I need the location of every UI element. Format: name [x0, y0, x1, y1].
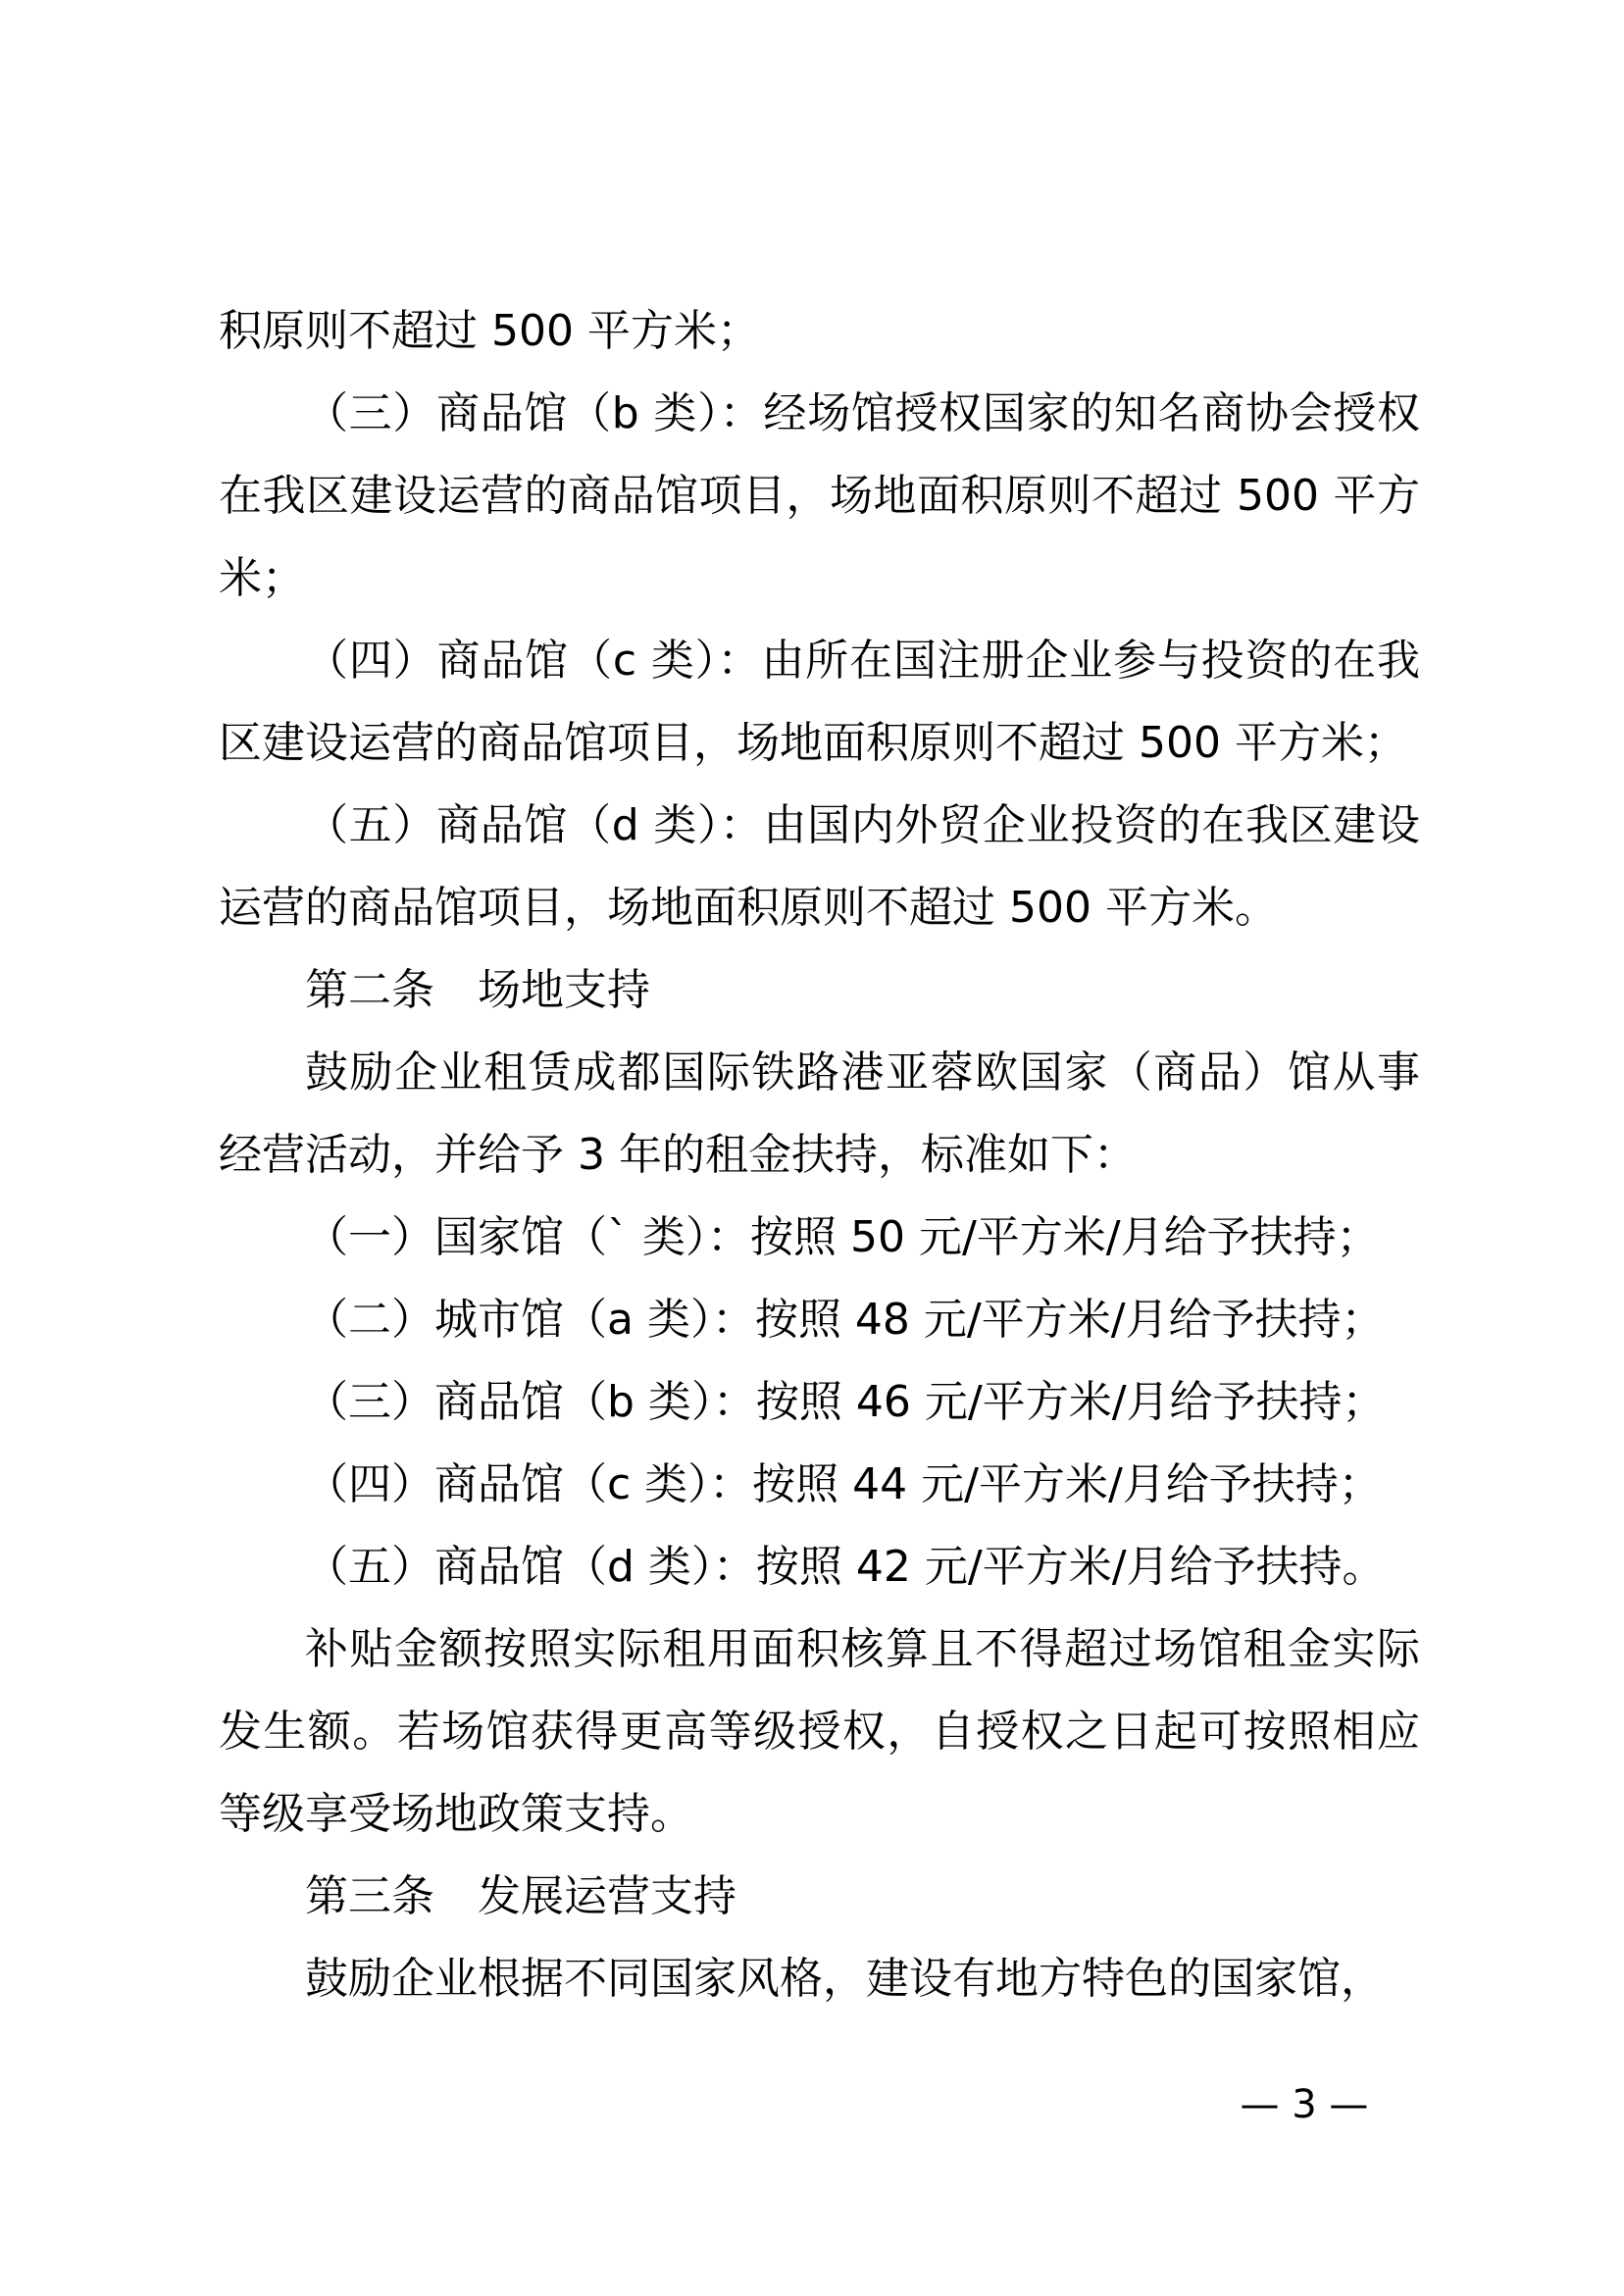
paragraph-item-commodity-hall-b: （三）商品馆（b 类）：经场馆授权国家的知名商协会授权在我区建设运营的商品馆项目，场地面积原则不超过 500 平方米；: [219, 388, 1420, 603]
paragraph-rate-national-hall: （一）国家馆（` 类）：按照 50 元/平方米/月给予扶持；: [305, 1212, 1380, 1262]
paragraph-item-commodity-hall-c: （四）商品馆（c 类）：由所在国注册企业参与投资的在我区建设运营的商品馆项目，场地面积原则不超过 500 平方米；: [219, 636, 1420, 768]
paragraph-rate-commodity-hall-c: （四）商品馆（c 类）：按照 44 元/平方米/月给予扶持；: [305, 1459, 1382, 1509]
document-body: [219, 290, 1420, 2020]
paragraph-rate-city-hall: （二）城市馆（a 类）：按照 48 元/平方米/月给予扶持；: [305, 1295, 1385, 1345]
paragraph-rate-commodity-hall-d: （五）商品馆（d 类）：按照 42 元/平方米/月给予扶持。: [305, 1542, 1386, 1592]
article-heading-operation-support: 第三条 发展运营支持: [305, 1871, 736, 1921]
paragraph-subsidy-calculation: 补贴金额按照实际租用面积核算且不得超过场馆租金实际发生额。若场馆获得更高等级授权，自授权之日起可按照相应等级享受场地政策支持。: [219, 1624, 1420, 1839]
article-heading-venue-support: 第二条 场地支持: [305, 965, 650, 1015]
paragraph-item-commodity-hall-d: （五）商品馆（d 类）：由国内外贸企业投资的在我区建设运营的商品馆项目，场地面积原则不超过 500 平方米。: [219, 800, 1420, 933]
paragraph-encourage-national-style: 鼓励企业根据不同国家风格，建设有地方特色的国家馆，: [305, 1954, 1384, 2004]
paragraph-rent-support-intro: 鼓励企业租赁成都国际铁路港亚蓉欧国家（商品）馆从事经营活动，并给予 3 年的租金扶持，标准如下：: [219, 1047, 1420, 1180]
page-number: — 3 —: [1240, 2082, 1369, 2127]
paragraph-rate-commodity-hall-b: （三）商品馆（b 类）：按照 46 元/平方米/月给予扶持；: [305, 1377, 1386, 1427]
paragraph-area-limit-continuation: 积原则不超过 500 平方米；: [219, 306, 760, 356]
